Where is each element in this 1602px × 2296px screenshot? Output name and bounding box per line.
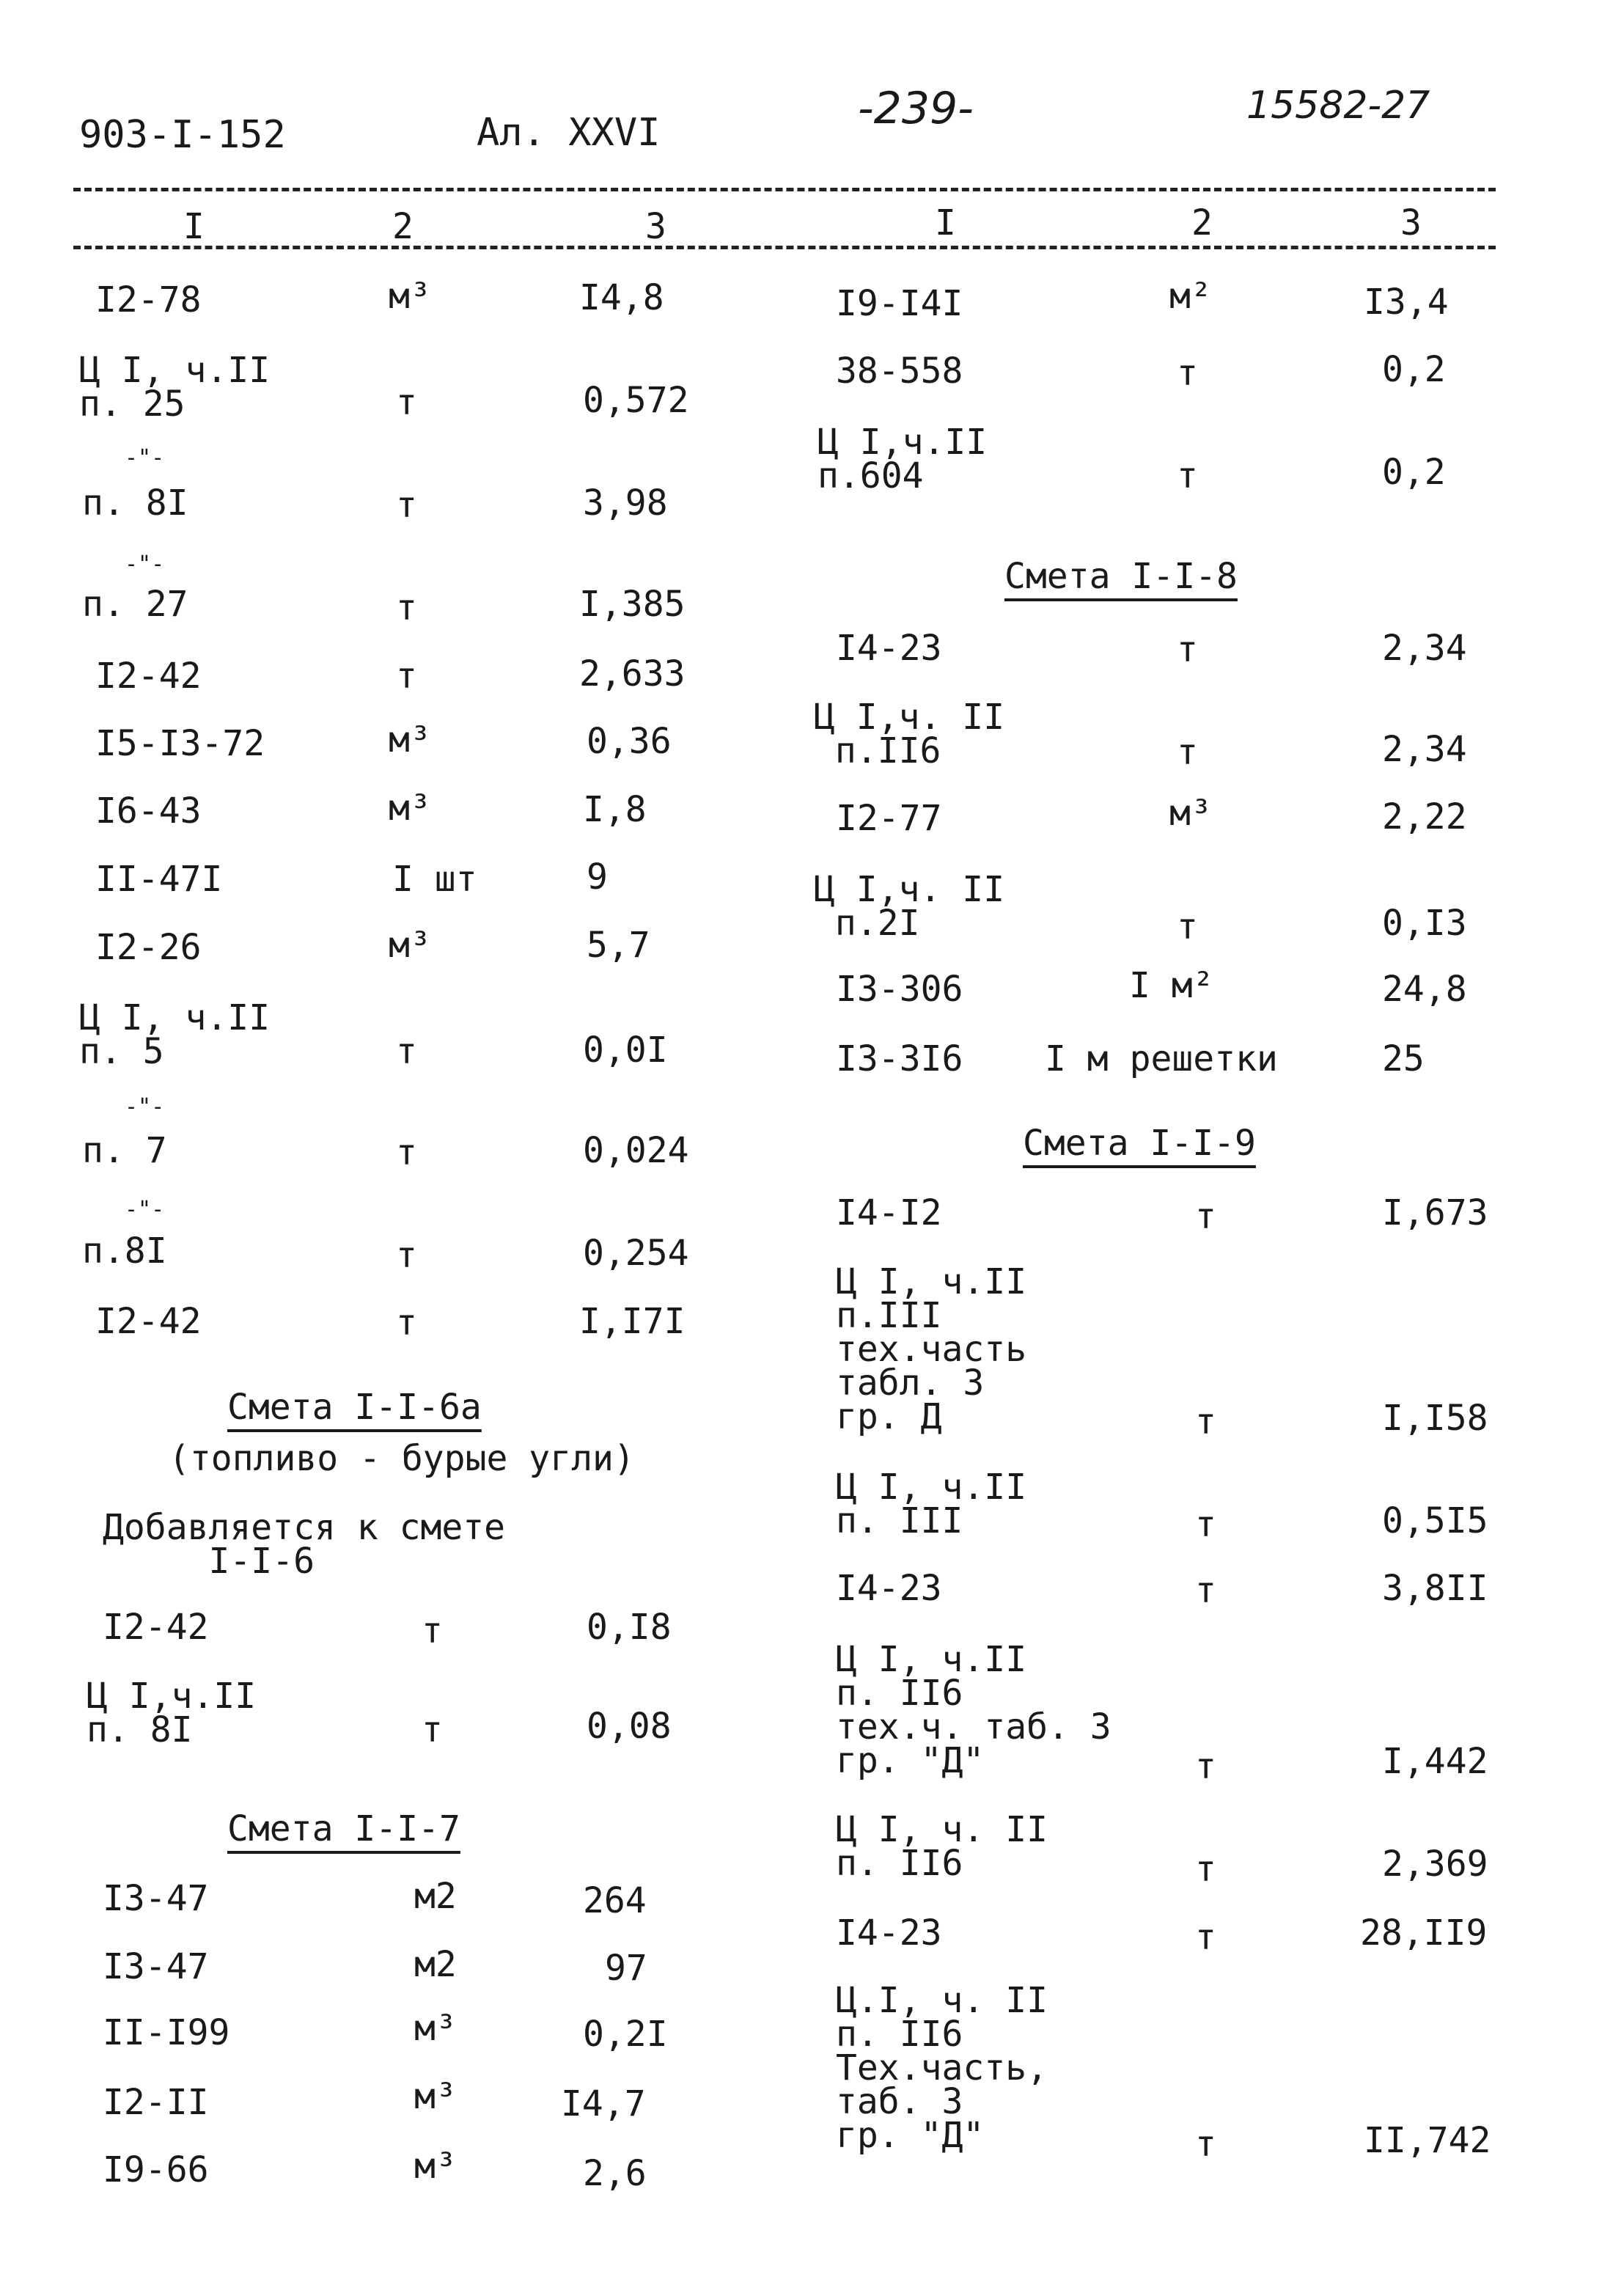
- row-unit: т: [396, 1132, 417, 1173]
- row-unit: т: [396, 587, 417, 628]
- row-unit: т: [1177, 906, 1198, 947]
- col-header-left-2: 2: [392, 206, 414, 247]
- row-qty: 28,II9: [1360, 1912, 1488, 1954]
- row-qty: 0,2I: [583, 2014, 668, 2055]
- row-code: п. 7: [82, 1130, 167, 1171]
- row-unit: т: [396, 1031, 417, 1072]
- row-unit: м³: [414, 2076, 457, 2117]
- row-code: I2-77: [836, 798, 942, 839]
- row-code: I3-306: [836, 969, 963, 1010]
- row-qty: I,385: [579, 584, 686, 625]
- row-unit: т: [1195, 1746, 1216, 1787]
- row-qty: 0,572: [583, 380, 689, 421]
- ditto-mark: -"-: [125, 1197, 165, 1222]
- row-code: I3-3I6: [836, 1038, 963, 1079]
- row-qty: 25: [1382, 1038, 1425, 1079]
- row-unit: м³: [414, 2146, 457, 2187]
- row-code: Ц I, ч.II п. II6 тех.ч. таб. 3 гр. "Д": [836, 1639, 1112, 1781]
- row-qty: 24,8: [1382, 969, 1467, 1010]
- row-qty: 2,34: [1382, 628, 1467, 669]
- row-code: п. 27: [82, 584, 188, 625]
- row-qty: 0,5I5: [1382, 1500, 1488, 1541]
- row-unit: м³: [389, 925, 431, 966]
- row-qty: 5,7: [587, 925, 650, 966]
- row-unit: т: [396, 1235, 417, 1276]
- row-unit: т: [1177, 353, 1198, 394]
- row-qty: I,I7I: [579, 1301, 686, 1342]
- col-header-left-3: 3: [645, 206, 666, 247]
- row-unit: I м решетки: [1045, 1038, 1278, 1079]
- row-code: I2-42: [95, 656, 202, 697]
- row-code: II-47I: [95, 859, 223, 900]
- row-qty: 2,633: [579, 653, 686, 694]
- section-subtitle-6a: (топливо - бурые угли): [169, 1438, 635, 1479]
- row-code: I9-I4I: [836, 283, 963, 324]
- section-note-6a: Добавляется к смете I-I-6: [103, 1507, 506, 1582]
- row-code: I2-78: [95, 279, 202, 320]
- row-code: п.8I: [82, 1230, 167, 1272]
- row-code: I4-I2: [836, 1192, 942, 1233]
- row-unit: I м²: [1129, 965, 1214, 1006]
- row-unit: т: [1195, 1570, 1216, 1611]
- col-header-right-3: 3: [1400, 202, 1422, 243]
- row-unit: т: [1195, 1917, 1216, 1958]
- row-code: II-I99: [103, 2012, 230, 2053]
- row-code: Ц I,ч.II п. 8I: [87, 1676, 257, 1750]
- row-unit: м³: [1169, 793, 1212, 834]
- section-title-6a: Смета I-I-6а: [227, 1387, 482, 1428]
- row-qty: 0,08: [587, 1706, 672, 1747]
- row-unit: т: [1177, 629, 1198, 670]
- col-header-left-1: I: [183, 206, 205, 247]
- row-unit: т: [1195, 1849, 1216, 1890]
- section-title-7: Смета I-I-7: [227, 1808, 460, 1849]
- row-qty: 0,2: [1382, 452, 1446, 493]
- row-code: Ц I, ч. II п. II6: [836, 1809, 1048, 1884]
- row-qty: I,8: [583, 789, 647, 830]
- row-qty: 264: [583, 1880, 647, 1921]
- row-qty: 97: [605, 1948, 647, 1989]
- row-unit: т: [1195, 1196, 1216, 1237]
- row-qty: I,673: [1382, 1192, 1488, 1233]
- row-code: I4-23: [836, 628, 942, 669]
- page-number: -239-: [858, 83, 974, 134]
- row-unit: т: [422, 1610, 443, 1651]
- row-unit: т: [1177, 732, 1198, 773]
- row-code: Ц I, ч.II п. III: [836, 1467, 1027, 1541]
- row-qty: I4,7: [561, 2083, 646, 2124]
- row-qty: 0,024: [583, 1130, 689, 1171]
- row-unit: м2: [414, 1944, 457, 1985]
- row-code: I6-43: [95, 791, 202, 832]
- row-qty: 9: [587, 857, 608, 898]
- row-unit: м³: [389, 276, 431, 317]
- row-code: Ц.I, ч. II п. II6 Тех.часть, таб. 3 гр. "Д": [836, 1980, 1048, 2156]
- row-qty: 0,I8: [587, 1607, 672, 1648]
- document-number: 15582-27: [1246, 84, 1430, 128]
- row-unit: т: [396, 382, 417, 423]
- row-code: 38-558: [836, 351, 963, 392]
- row-unit: м³: [389, 788, 431, 829]
- row-code: I5-I3-72: [95, 723, 265, 764]
- row-qty: I4,8: [579, 277, 664, 318]
- row-qty: 0,2: [1382, 349, 1446, 390]
- row-qty: 2,22: [1382, 796, 1467, 837]
- header-rule-top: [73, 188, 1496, 191]
- col-header-right-1: I: [935, 202, 956, 243]
- row-qty: 0,36: [587, 721, 672, 762]
- section-title-8: Смета I-I-8: [1004, 556, 1238, 597]
- row-code: I4-23: [836, 1568, 942, 1609]
- row-code: Ц I,ч. II п.2I: [814, 869, 1005, 944]
- row-unit: м³: [414, 2008, 457, 2049]
- row-unit: т: [1195, 2124, 1216, 2165]
- row-unit: м²: [1169, 276, 1212, 317]
- row-qty: 0,I3: [1382, 903, 1467, 944]
- row-unit: т: [1195, 1504, 1216, 1545]
- ditto-mark: -"-: [125, 1094, 165, 1120]
- row-qty: 3,8II: [1382, 1568, 1488, 1609]
- header-rule-bottom: [73, 246, 1496, 249]
- row-qty: II,742: [1364, 2120, 1491, 2161]
- row-code: I3-47: [103, 1878, 209, 1919]
- row-unit: т: [1195, 1401, 1216, 1442]
- row-unit: м³: [389, 719, 431, 760]
- row-qty: I3,4: [1364, 282, 1449, 323]
- row-qty: 2,6: [583, 2153, 647, 2194]
- row-unit: т: [396, 1302, 417, 1343]
- ditto-mark: -"-: [125, 445, 165, 471]
- row-qty: 2,369: [1382, 1844, 1488, 1885]
- row-code: Ц I,ч. II п.II6: [814, 697, 1005, 771]
- row-code: I2-26: [95, 927, 202, 968]
- row-code: Ц I, ч.II п. 25: [79, 350, 271, 425]
- row-qty: 0,0I: [583, 1030, 668, 1071]
- row-code: Ц I, ч.II п.III тех.часть табл. 3 гр. Д: [836, 1261, 1027, 1437]
- row-qty: 3,98: [583, 483, 668, 524]
- row-code: п. 8I: [82, 483, 188, 524]
- row-unit: м2: [414, 1876, 457, 1917]
- project-code: 903-I-152: [79, 113, 286, 157]
- row-qty: 2,34: [1382, 729, 1467, 770]
- row-qty: I,442: [1382, 1741, 1488, 1782]
- row-code: I9-66: [103, 2149, 209, 2190]
- row-unit: т: [1177, 455, 1198, 496]
- row-unit: т: [396, 656, 417, 697]
- row-code: Ц I, ч.II п. 5: [79, 997, 271, 1072]
- row-unit: т: [422, 1709, 443, 1750]
- row-code: I2-42: [95, 1301, 202, 1342]
- row-unit: т: [396, 485, 417, 526]
- row-code: Ц I,ч.II п.604: [817, 422, 988, 496]
- row-code: I2-II: [103, 2082, 209, 2123]
- ditto-mark: -"-: [125, 551, 165, 577]
- row-qty: I,I58: [1382, 1398, 1488, 1439]
- row-code: I3-47: [103, 1946, 209, 1987]
- row-code: I2-42: [103, 1607, 209, 1648]
- section-title-9: Смета I-I-9: [1023, 1123, 1256, 1164]
- row-code: I4-23: [836, 1912, 942, 1954]
- col-header-right-2: 2: [1191, 202, 1213, 243]
- row-unit: I шт: [392, 859, 477, 900]
- row-qty: 0,254: [583, 1233, 689, 1274]
- album-number: Ал. XXVI: [477, 111, 661, 155]
